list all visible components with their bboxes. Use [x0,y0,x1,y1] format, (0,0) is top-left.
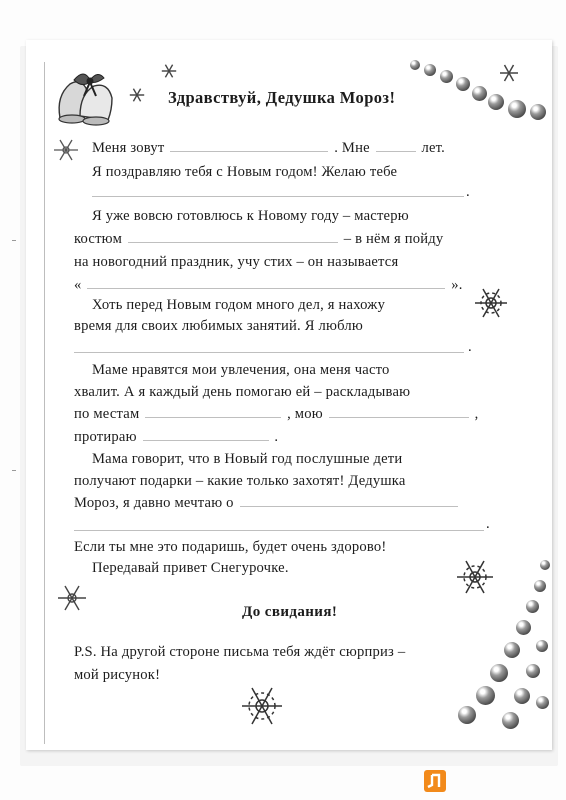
text-line: Маме нравятся мои увлечения, она меня часто [92,362,390,378]
ps-line: мой рисунок! [74,667,161,683]
margin-tick [12,470,16,471]
text-line: Я уже вовсю готовлюсь к Новому году – мастерю [92,208,409,224]
tidy-blank[interactable] [145,416,281,418]
hobby-blank[interactable] [74,352,464,353]
ps-line: P.S. На другой стороне письма тебя ждёт сюрприз – [74,644,406,660]
wish-blank[interactable] [92,196,464,197]
text-line: « ». [74,277,463,293]
snowflake-icon [454,556,496,598]
text-line: на новогодний праздник, учу стих – он называется [74,254,399,270]
text-line: Я поздравляю тебя с Новым годом! Желаю тебе [92,164,398,180]
text-line: Если ты мне это подаришь, будет очень здорово! [74,539,387,555]
text-line: костюм – в нём я пойду [74,231,444,247]
snowflake-icon [238,682,286,730]
margin-line [44,62,45,744]
snowflake-icon [498,62,520,84]
bells-icon [50,66,122,128]
text-dot: . [468,339,472,355]
snowflake-icon [128,86,146,104]
poem-title-blank[interactable] [87,287,445,289]
snowflake-icon [472,284,510,322]
margin-tick [12,240,16,241]
publisher-logo-icon [424,770,446,792]
text-line: Меня зовут . Мне лет. [92,140,445,156]
snowflake-icon [56,582,88,614]
text-line: хвалит. А я каждый день помогаю ей – раскладываю [74,384,411,400]
text-line: протираю . [74,429,279,445]
age-blank[interactable] [376,150,416,152]
text-line: Мама говорит, что в Новый год послушные дети [92,451,403,467]
text-line: Мороз, я давно мечтаю о [74,495,460,512]
text-line: по местам , мою , [74,406,479,422]
dream-blank[interactable] [240,505,458,507]
text-dot: . [466,184,470,200]
name-blank[interactable] [170,150,328,152]
text-line: получают подарки – какие только захотят! Дедушка [74,473,406,489]
wash-blank[interactable] [329,416,469,418]
costume-blank[interactable] [128,241,338,243]
dream-blank-2[interactable] [74,530,484,531]
farewell: До свидания! [242,604,338,620]
text-line: время для своих любимых занятий. Я люблю [74,318,363,334]
snowflake-icon [52,136,80,164]
text-line: Передавай привет Снегурочке. [92,560,289,576]
text-line: Хоть перед Новым годом много дел, я нахожу [92,297,386,313]
snowflake-icon [160,62,178,80]
wipe-blank[interactable] [143,439,269,441]
greeting-title: Здравствуй, Дедушка Мороз! [168,88,396,107]
text-dot: . [486,516,490,532]
